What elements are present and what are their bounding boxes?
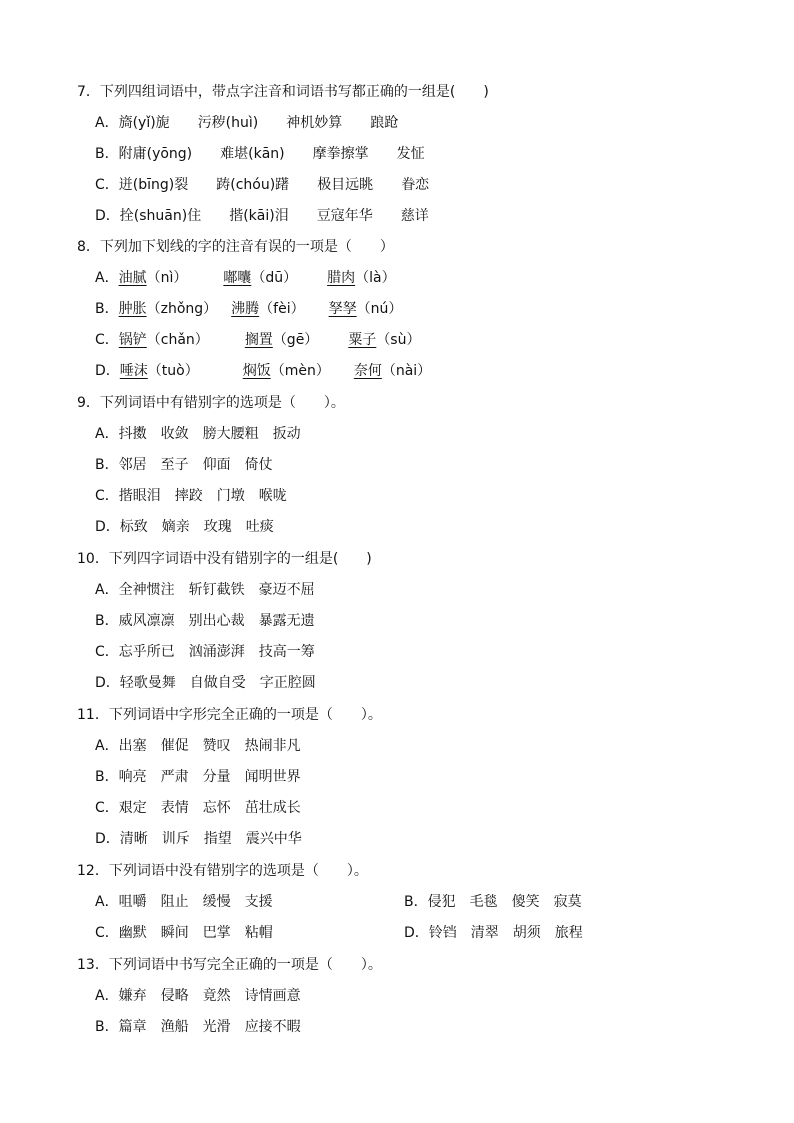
q12-option-c: C．幽默 瞬间 巴掌 粘帽 xyxy=(95,925,273,941)
question-11-stem: 11．下列词语中字形完全正确的一项是（ ）。 xyxy=(77,707,382,723)
q12-option-b: B．侵犯 毛毯 傻笑 寂莫 xyxy=(404,894,582,910)
q8-option-d: D．唾沫（tuò） 焖饭（mèn） 奈何（nài） xyxy=(95,363,432,379)
q11-option-a: A．出塞 催促 赞叹 热闹非凡 xyxy=(95,738,301,754)
q8-option-a: A．油腻（nì） 嘟囔（dū） 腊肉（là） xyxy=(95,270,396,286)
q7-option-c: C．迸(bīng)裂 踌(chóu)躇 极目远眺 眷恋 xyxy=(95,177,430,193)
question-10-stem: 10．下列四字词语中没有错别字的一组是( ) xyxy=(77,551,372,567)
q7-option-b: B．附庸(yōng) 难堪(kān) 摩拳擦掌 发怔 xyxy=(95,146,425,162)
q10-option-a: A．全神惯注 斩钉截铁 豪迈不屈 xyxy=(95,582,315,598)
q13-option-b: B．篇章 渔船 光滑 应接不暇 xyxy=(95,1019,301,1035)
question-12-stem: 12．下列词语中没有错别字的选项是（ ）。 xyxy=(77,863,368,879)
q11-option-b: B．响亮 严肃 分量 闻明世界 xyxy=(95,769,301,785)
q10-option-b: B．威风凛凛 别出心裁 暴露无遗 xyxy=(95,613,315,629)
question-13-stem: 13．下列词语中书写完全正确的一项是（ ）。 xyxy=(77,957,382,973)
question-9-stem: 9．下列词语中有错别字的选项是（ ）。 xyxy=(77,395,345,411)
q11-option-c: C．艰定 表情 忘怀 茁壮成长 xyxy=(95,800,301,816)
q12-option-d: D．铃铛 清翠 胡须 旅程 xyxy=(404,925,583,941)
q7-option-a: A．旖(yǐ)旎 污秽(huì) 神机妙算 踉跄 xyxy=(95,115,399,131)
q7-option-d: D．拴(shuān)住 揩(kāi)泪 豆寇年华 慈详 xyxy=(95,208,429,224)
q8-option-c: C．锅铲（chǎn） 搁置（gē） 粟子（sù） xyxy=(95,332,421,348)
q9-option-c: C．揩眼泪 摔跤 门墩 喉咙 xyxy=(95,488,287,504)
q9-option-a: A．抖擞 收敛 膀大腰粗 扳动 xyxy=(95,426,301,442)
question-8-stem: 8．下列加下划线的字的注音有误的一项是（ ） xyxy=(77,239,394,255)
q8-option-b: B．肿胀（zhǒng） 沸腾（fèi） 孥孥（nú） xyxy=(95,301,403,317)
q12-option-a: A．咀嚼 阻止 缓慢 支援 xyxy=(95,894,273,910)
question-7-stem: 7．下列四组词语中，带点字注音和词语书写都正确的一组是( ) xyxy=(77,84,489,100)
q9-option-d: D．标致 嫡亲 玫瑰 吐痰 xyxy=(95,519,274,535)
q10-option-d: D．轻歌曼舞 自做自受 字正腔圆 xyxy=(95,675,316,691)
q10-option-c: C．忘乎所已 汹涌澎湃 技高一筹 xyxy=(95,644,315,660)
q13-option-a: A．嫌弃 侵略 竟然 诗情画意 xyxy=(95,988,301,1004)
q9-option-b: B．邻居 至子 仰面 倚仗 xyxy=(95,457,273,473)
q11-option-d: D．清晰 训斥 指望 震兴中华 xyxy=(95,831,302,847)
